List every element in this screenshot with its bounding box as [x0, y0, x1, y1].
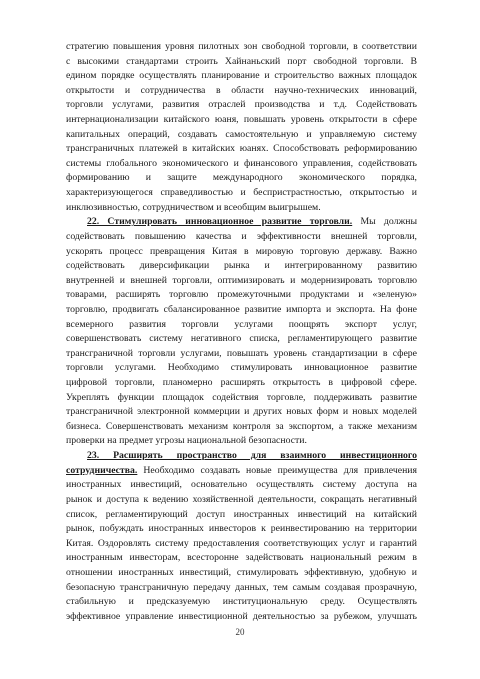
text-line: с высокими стандартами строить Хайнаньский порт свободной торговли. В — [66, 55, 417, 67]
text-line: системы глобального экономического и финансового управления, содействовать — [66, 157, 417, 169]
text-line: иностранным инвесторам, всесторонне задействовать национальный режим в — [66, 552, 417, 564]
text-line: проверки на предмет угрозы национальной безопасности. — [66, 435, 307, 447]
text-line: список, регламентирующий доступ иностранных инвестиций на китайский — [66, 508, 417, 520]
text-line: интернационализации китайского юаня, повышать уровень открытости в сфере — [66, 114, 417, 126]
text-line: безопасную трансграничную передачу данных, тем самым создавая прозрачную, — [66, 581, 417, 593]
text-line: иностранных инвестиций, основательно осуществлять систему доступа на — [66, 479, 417, 491]
text-line: Китая. Оздоровлять систему предоставления соответствующих услуг и гарантий — [66, 537, 417, 549]
heading-line-rest: Необходимо создавать новые преимущества для привлечения — [137, 464, 417, 476]
text-line — [66, 215, 417, 230]
text-line: торговли услугами. Необходимо стимулировать инновационное развитие — [66, 362, 417, 374]
text-line: бизнеса. Совершенствовать механизм контроля за экспортом, а также механизм — [66, 420, 417, 432]
text-line: внутренней и внешней торговли, оптимизировать и модернизировать торговлю — [66, 274, 417, 286]
text-line: характеризующегося справедливостью и беспристрастностью, открытостью и — [66, 187, 417, 199]
text-line: рынок, побуждать иностранных инвесторов к реинвестированию на территории — [66, 523, 417, 535]
text-line: отношении иностранных инвестиций, стимулировать эффективную, удобную и — [66, 566, 417, 578]
page-number: 20 — [235, 627, 245, 637]
text-line: инклюзивностью, сотрудничеством и всеобщим выигрышем. — [66, 201, 321, 213]
text-line: содействовать повышению качества и эффективности внешней торговли, — [66, 230, 417, 242]
text-line: цифровой торговли, планомерно расширять открытость в цифровой сфере. — [66, 377, 417, 389]
text-line: товарами, расширять торговлю промежуточными продуктами и «зеленую» — [66, 289, 417, 301]
text-line: трансграничных платежей в китайских юанях. Способствовать реформированию — [66, 143, 417, 155]
document-body — [66, 40, 417, 624]
text-line: едином порядке осуществлять планирование и строительство важных площадок — [66, 70, 417, 82]
paragraph-continuation — [66, 40, 417, 215]
text-line: всемерного развития торговли услугами поощрять экспорт услуг, — [66, 318, 417, 330]
section-heading-22: 22. Стимулировать инновационное развитие торговли. — [87, 216, 353, 228]
heading-line-rest: Мы должны — [352, 216, 417, 228]
paragraph-23 — [66, 449, 417, 624]
text-line: стабильную и предсказуемую институциональную среду. Осуществлять — [66, 596, 417, 608]
text-line: эффективное управление инвестиционной деятельностью за рубежом, улучшать — [66, 610, 417, 622]
text-line: содействовать диверсификации рынка и интегрированному развитию — [66, 260, 417, 272]
section-heading-23-cont: сотрудничества. — [66, 464, 138, 476]
paragraph-22 — [66, 215, 417, 449]
text-line: торговлю, продвигать сбалансированное развитие импорта и экспорта. На фоне — [66, 303, 417, 315]
text-line: открытости и сотрудничества в области научно-технических инноваций, — [66, 84, 417, 96]
text-line: стратегию повышения уровня пилотных зон свободной торговли, в соответствии — [66, 41, 417, 52]
text-line: совершенствовать систему негативного списка, регламентирующего развитие — [66, 333, 417, 345]
text-line: капитальных операций, создавать самостоятельную и управляемую систему — [66, 128, 417, 140]
text-line: Укреплять функции площадок содействия торговле, поддерживать развитие — [66, 391, 417, 403]
text-line — [66, 449, 417, 464]
text-line: формированию и защите международного экономического порядка, — [66, 172, 417, 184]
section-heading-23: 23. Расширять пространство для взаимного инвестиционного — [87, 450, 417, 462]
text-line: торговли услугами, развития отраслей производства и т.д. Содействовать — [66, 99, 417, 111]
text-line: рынок и доступа к ведению хозяйственной деятельности, сокращать негативный — [66, 493, 417, 505]
text-line: ускорять процесс превращения Китая в мировую торговую державу. Важно — [66, 245, 417, 257]
text-line: трансграничной торговли услугами, повышать уровень стандартизации в сфере — [66, 347, 417, 359]
text-line: трансграничной электронной коммерции и других новых форм и новых моделей — [66, 406, 417, 418]
text-line — [66, 464, 417, 479]
